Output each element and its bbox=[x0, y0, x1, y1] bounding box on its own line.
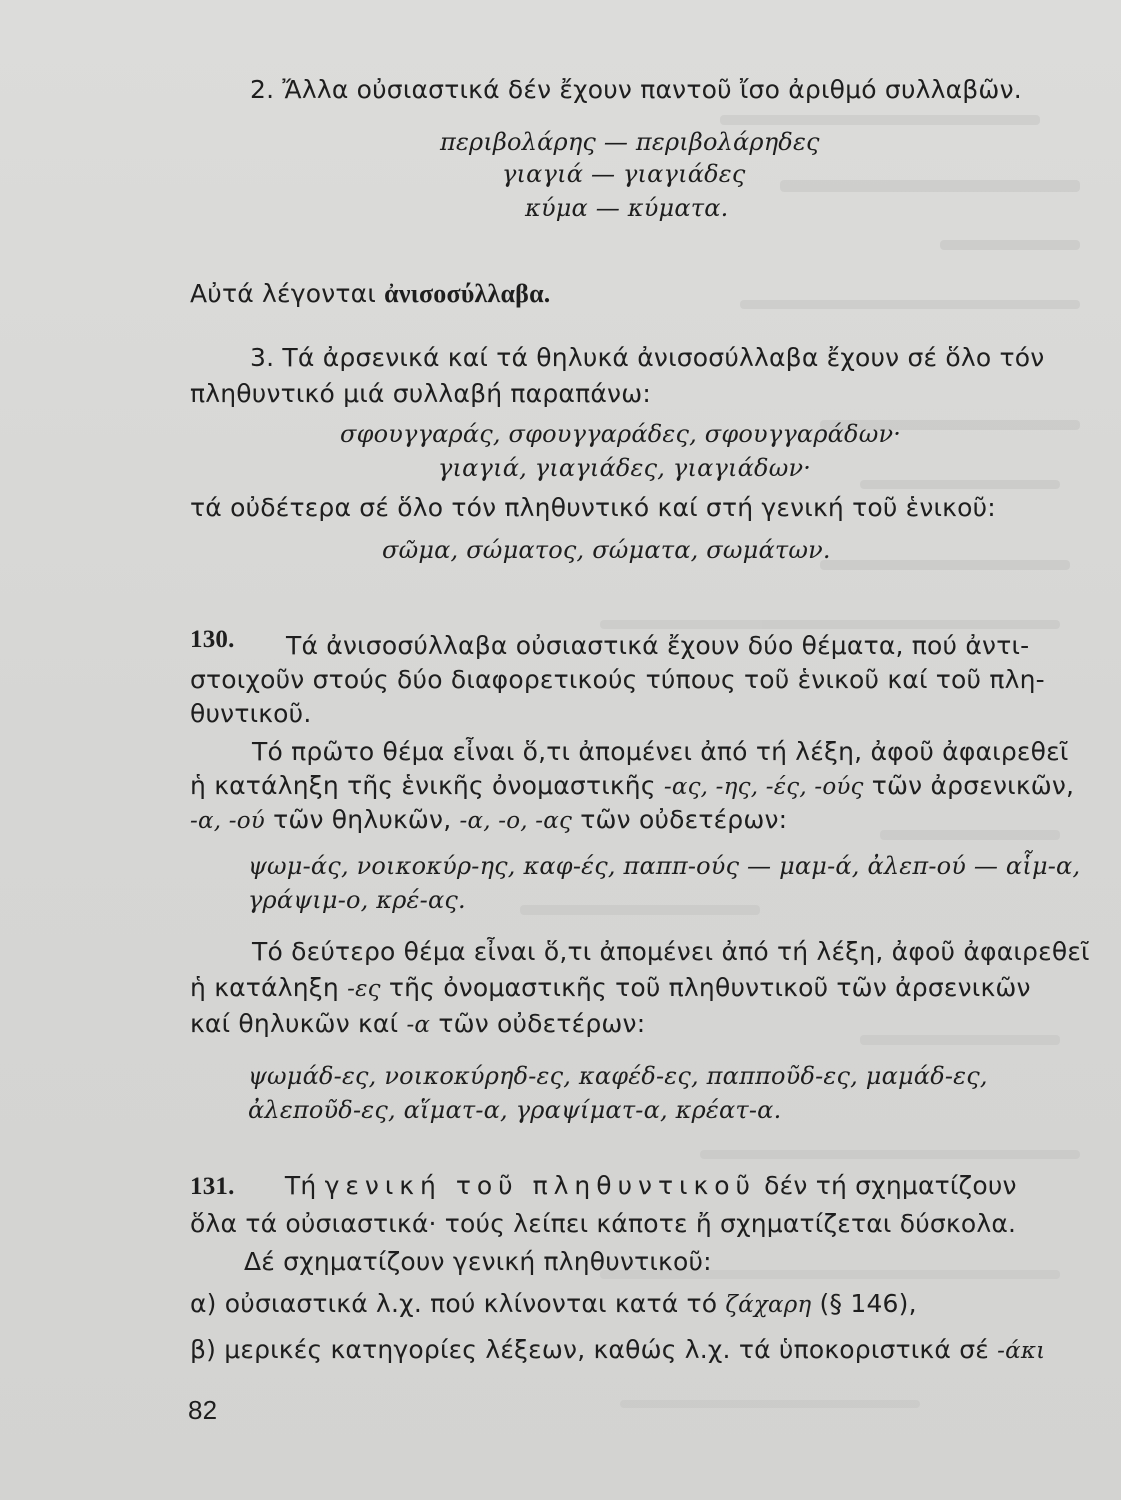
text-run: τῶν θηλυκῶν, bbox=[273, 805, 452, 834]
section2-conclusion bbox=[190, 278, 551, 310]
paragraph-number: 130. bbox=[190, 626, 235, 653]
example-line: σφουγγαράς, σφουγγαράδες, σφουγγαράδων· bbox=[340, 420, 902, 448]
ending-list: -α, -ού bbox=[190, 808, 265, 834]
conclusion-term: ἀνισοσύλλαβα. bbox=[384, 279, 551, 308]
page-number: 82 bbox=[188, 1395, 218, 1425]
ending-list: -α, -ο, -ας bbox=[459, 808, 573, 834]
second-stem-line3 bbox=[190, 1008, 645, 1041]
para131-line3: Δέ σχηματίζουν γενική πληθυντικοῦ: bbox=[244, 1247, 712, 1276]
example-line: ψωμάδ-ες, νοικοκύρηδ-ες, καφέδ-ες, παπποῦδ-ες, μαμάδ-ες, bbox=[248, 1062, 988, 1090]
text-run: (§ 146), bbox=[819, 1289, 917, 1318]
first-stem-line1: Τό πρῶτο θέμα εἶναι ὅ,τι ἀπομένει ἀπό τή λέξη, ἀφοῦ ἀφαιρεθεῖ bbox=[252, 737, 1069, 766]
text-run: δέν τή σχηματίζουν bbox=[764, 1171, 1017, 1200]
text-run: τῆς ὀνομαστικῆς τοῦ πληθυντικοῦ τῶν ἀρσενικῶν bbox=[388, 973, 1031, 1002]
text-run: καί θηλυκῶν καί bbox=[190, 1009, 399, 1038]
example-word: ζάχαρη bbox=[725, 1292, 812, 1318]
ending-list: -ες bbox=[347, 976, 381, 1002]
para130-line1: Τά ἀνισοσύλλαβα οὐσιαστικά ἔχουν δύο θέματα, πού ἀντι- bbox=[286, 631, 1030, 660]
para131-line2: ὅλα τά οὐσιαστικά· τούς λείπει κάποτε ἤ σχηματίζεται δύσκολα. bbox=[190, 1209, 1017, 1238]
text-run: τῶν ἀρσενικῶν, bbox=[871, 771, 1075, 800]
example-line: ἀλεποῦδ-ες, αἵματ-α, γραψίματ-α, κρέατ-α. bbox=[248, 1096, 782, 1124]
text-run: τῶν οὐδετέρων: bbox=[438, 1009, 646, 1038]
example-line: γιαγιά, γιαγιάδες, γιαγιάδων· bbox=[438, 454, 812, 482]
example-line: κύμα — κύματα. bbox=[525, 194, 729, 222]
list-item-a bbox=[190, 1288, 917, 1321]
ending-list: -άκι bbox=[997, 1338, 1046, 1364]
section3-line1: 3. Τά ἀρσενικά καί τά θηλυκά ἀνισοσύλλαβα ἔχουν σέ ὅλο τόν bbox=[250, 343, 1045, 372]
example-line: ψωμ-άς, νοικοκύρ-ης, καφ-ές, παππ-ούς — μαμ-ά, ἀλεπ-ού — αἷμ-α, bbox=[248, 852, 1081, 880]
section3-line2: πληθυντικό μιά συλλαβή παραπάνω: bbox=[190, 379, 651, 408]
para131-line1 bbox=[190, 1170, 1017, 1203]
example-line: σῶμα, σώματος, σώματα, σωμάτων. bbox=[382, 536, 831, 564]
ending-list: -α bbox=[406, 1012, 431, 1038]
text-run: α) οὐσιαστικά λ.χ. πού κλίνονται κατά τό bbox=[190, 1289, 718, 1318]
section3-line3: τά οὐδέτερα σέ ὅλο τόν πληθυντικό καί στή γενική τοῦ ἑνικοῦ: bbox=[190, 493, 996, 522]
text-run: ἡ κατάληξη bbox=[190, 973, 339, 1002]
second-stem-line2 bbox=[190, 972, 1031, 1005]
ending-list: -ας, -ης, -ές, -ούς bbox=[663, 774, 864, 800]
first-stem-line2 bbox=[190, 770, 1074, 803]
first-stem-line3 bbox=[190, 804, 787, 837]
example-line: περιβολάρης — περιβολάρηδες bbox=[440, 128, 820, 156]
conclusion-text: Αὐτά λέγονται bbox=[190, 279, 376, 308]
text-run: ἡ κατάληξη τῆς ἑνικῆς ὀνομαστικῆς bbox=[190, 771, 656, 800]
example-line: γιαγιά — γιαγιάδες bbox=[502, 160, 746, 188]
list-item-b bbox=[190, 1334, 1045, 1367]
second-stem-line1: Τό δεύτερο θέμα εἶναι ὅ,τι ἀπομένει ἀπό τή λέξη, ἀφοῦ ἀφαιρεθεῖ bbox=[252, 937, 1090, 966]
section2-line1: 2. Ἄλλα οὐσιαστικά δέν ἔχουν παντοῦ ἴσο ἀριθμό συλλαβῶν. bbox=[250, 75, 1022, 104]
para130-line3: θυντικοῦ. bbox=[190, 699, 312, 728]
paragraph-number: 131. bbox=[190, 1173, 235, 1200]
text-run: τῶν οὐδετέρων: bbox=[580, 805, 788, 834]
text-run: Τή bbox=[284, 1171, 317, 1200]
text-run: β) μερικές κατηγορίες λέξεων, καθώς λ.χ. τά ὑποκοριστικά σέ bbox=[190, 1335, 989, 1364]
para130-line2: στοιχοῦν στούς δύο διαφορετικούς τύπους τοῦ ἑνικοῦ καί τοῦ πλη- bbox=[190, 665, 1045, 694]
example-line: γράψιμ-ο, κρέ-ας. bbox=[248, 886, 466, 914]
spaced-term: γενική τοῦ πληθυντικοῦ bbox=[324, 1171, 757, 1200]
